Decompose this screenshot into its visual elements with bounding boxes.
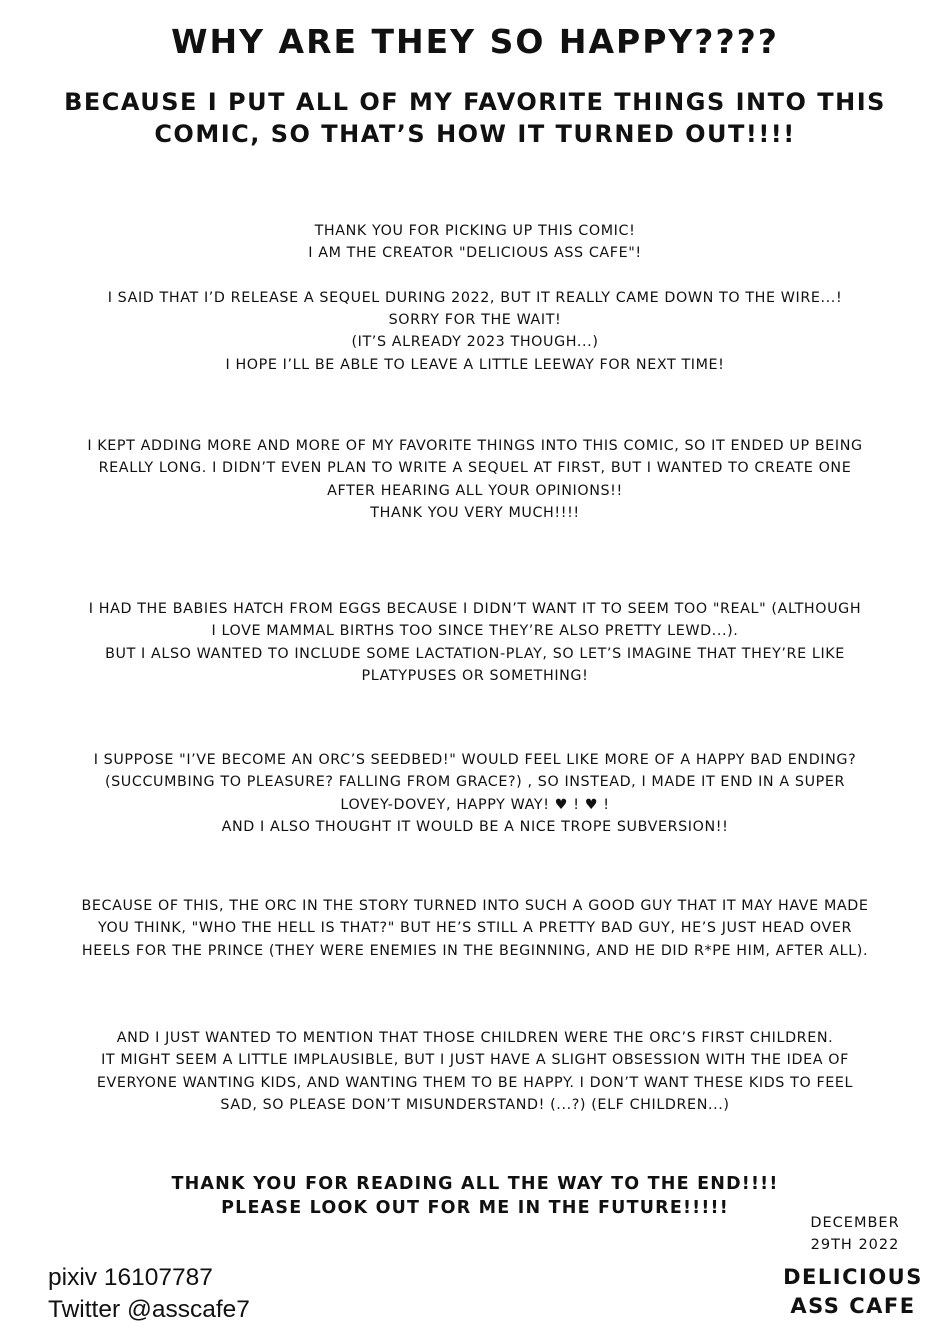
closing-line: PLEASE LOOK OUT FOR ME IN THE FUTURE!!!!! <box>221 1198 729 1218</box>
text-line: THANK YOU FOR PICKING UP THIS COMIC! <box>314 223 636 239</box>
date-line: DECEMBER <box>810 1215 900 1231</box>
subtitle-line: BECAUSE I PUT ALL OF MY FAVORITE THINGS INTO THIS <box>64 88 886 116</box>
text-line: HEELS FOR THE PRINCE (THEY WERE ENEMIES IN THE BEGINNING, AND HE DID R*PE HIM, AFTER ALL). <box>81 942 869 959</box>
text-line: LOVEY-DOVEY, HAPPY WAY! ♥ ! ♥ ! <box>340 796 610 813</box>
text-line: AND I JUST WANTED TO MENTION THAT THOSE CHILDREN WERE THE ORC’S FIRST CHILDREN. <box>116 1030 834 1046</box>
text-line: I SAID THAT I’D RELEASE A SEQUEL DURING 2022, BUT IT REALLY CAME DOWN TO THE WIRE...! <box>107 289 843 306</box>
text-line: SAD, SO PLEASE DON’T MISUNDERSTAND! (...?) (ELF CHILDREN...) <box>220 1096 730 1113</box>
text-line: (IT’S ALREADY 2023 THOUGH...) <box>351 334 599 351</box>
paragraph-orc <box>6 895 944 962</box>
text-line <box>6 265 944 287</box>
text-line: AFTER HEARING ALL YOUR OPINIONS!! <box>327 482 623 499</box>
author-line: ASS CAFE <box>790 1294 916 1318</box>
date-line: 29TH 2022 <box>810 1237 900 1253</box>
text-line: IT MIGHT SEEM A LITTLE IMPLAUSIBLE, BUT I JUST HAVE A SLIGHT OBSESSION WITH THE IDEA OF <box>101 1052 849 1069</box>
paragraph-eggs <box>6 598 944 687</box>
text-line: I AM THE CREATOR "DELICIOUS ASS CAFE"! <box>308 245 642 262</box>
author-signature <box>770 1263 936 1321</box>
text-line: THANK YOU VERY MUCH!!!! <box>370 504 580 521</box>
paragraph-favorites <box>6 435 944 524</box>
twitter-handle: Twitter @asscafe7 <box>48 1296 250 1323</box>
text-line: REALLY LONG. I DIDN’T EVEN PLAN TO WRITE A SEQUEL AT FIRST, BUT I WANTED TO CREATE ONE <box>98 460 852 477</box>
subtitle-line: COMIC, SO THAT’S HOW IT TURNED OUT!!!! <box>154 120 796 148</box>
text-line: I KEPT ADDING MORE AND MORE OF MY FAVORITE THINGS INTO THIS COMIC, SO IT ENDED UP BEING <box>87 438 863 454</box>
pixiv-id: pixiv 16107787 <box>48 1264 213 1291</box>
author-line: DELICIOUS <box>783 1265 923 1289</box>
text-line: I SUPPOSE "I’VE BECOME AN ORC’S SEEDBED!" WOULD FEEL LIKE MORE OF A HAPPY BAD ENDING? <box>93 752 857 768</box>
text-line: I HOPE I’LL BE ABLE TO LEAVE A LITTLE LEEWAY FOR NEXT TIME! <box>225 356 725 373</box>
text-line: I HAD THE BABIES HATCH FROM EGGS BECAUSE I DIDN’T WANT IT TO SEEM TOO "REAL" (ALTHOUGH <box>88 601 862 617</box>
text-line: I LOVE MAMMAL BIRTHS TOO SINCE THEY’RE ALSO PRETTY LEWD...). <box>211 623 739 640</box>
page-subtitle <box>40 86 910 150</box>
text-line: EVERYONE WANTING KIDS, AND WANTING THEM TO BE HAPPY. I DON’T WANT THESE KIDS TO FEEL <box>96 1074 854 1091</box>
signature-date <box>780 1212 930 1256</box>
text-line: BECAUSE OF THIS, THE ORC IN THE STORY TURNED INTO SUCH A GOOD GUY THAT IT MAY HAVE MADE <box>81 898 869 914</box>
social-handles <box>48 1262 250 1326</box>
paragraph-greeting <box>6 220 944 376</box>
text-line: AND I ALSO THOUGHT IT WOULD BE A NICE TROPE SUBVERSION!! <box>221 818 729 835</box>
text-line: (SUCCUMBING TO PLEASURE? FALLING FROM GRACE?) , SO INSTEAD, I MADE IT END IN A SUPER <box>104 774 846 791</box>
text-line: BUT I ALSO WANTED TO INCLUDE SOME LACTATION-PLAY, SO LET’S IMAGINE THAT THEY’RE LIKE <box>105 645 845 662</box>
closing-line: THANK YOU FOR READING ALL THE WAY TO THE END!!!! <box>171 1174 779 1194</box>
paragraph-children <box>6 1027 944 1116</box>
paragraph-ending <box>6 749 944 838</box>
text-line: PLATYPUSES OR SOMETHING! <box>361 667 589 684</box>
text-line: YOU THINK, "WHO THE HELL IS THAT?" BUT HE’S STILL A PRETTY BAD GUY, HE’S JUST HEAD OVER <box>97 920 853 937</box>
page-title: WHY ARE THEY SO HAPPY???? <box>171 22 779 61</box>
text-line: SORRY FOR THE WAIT! <box>388 312 562 329</box>
